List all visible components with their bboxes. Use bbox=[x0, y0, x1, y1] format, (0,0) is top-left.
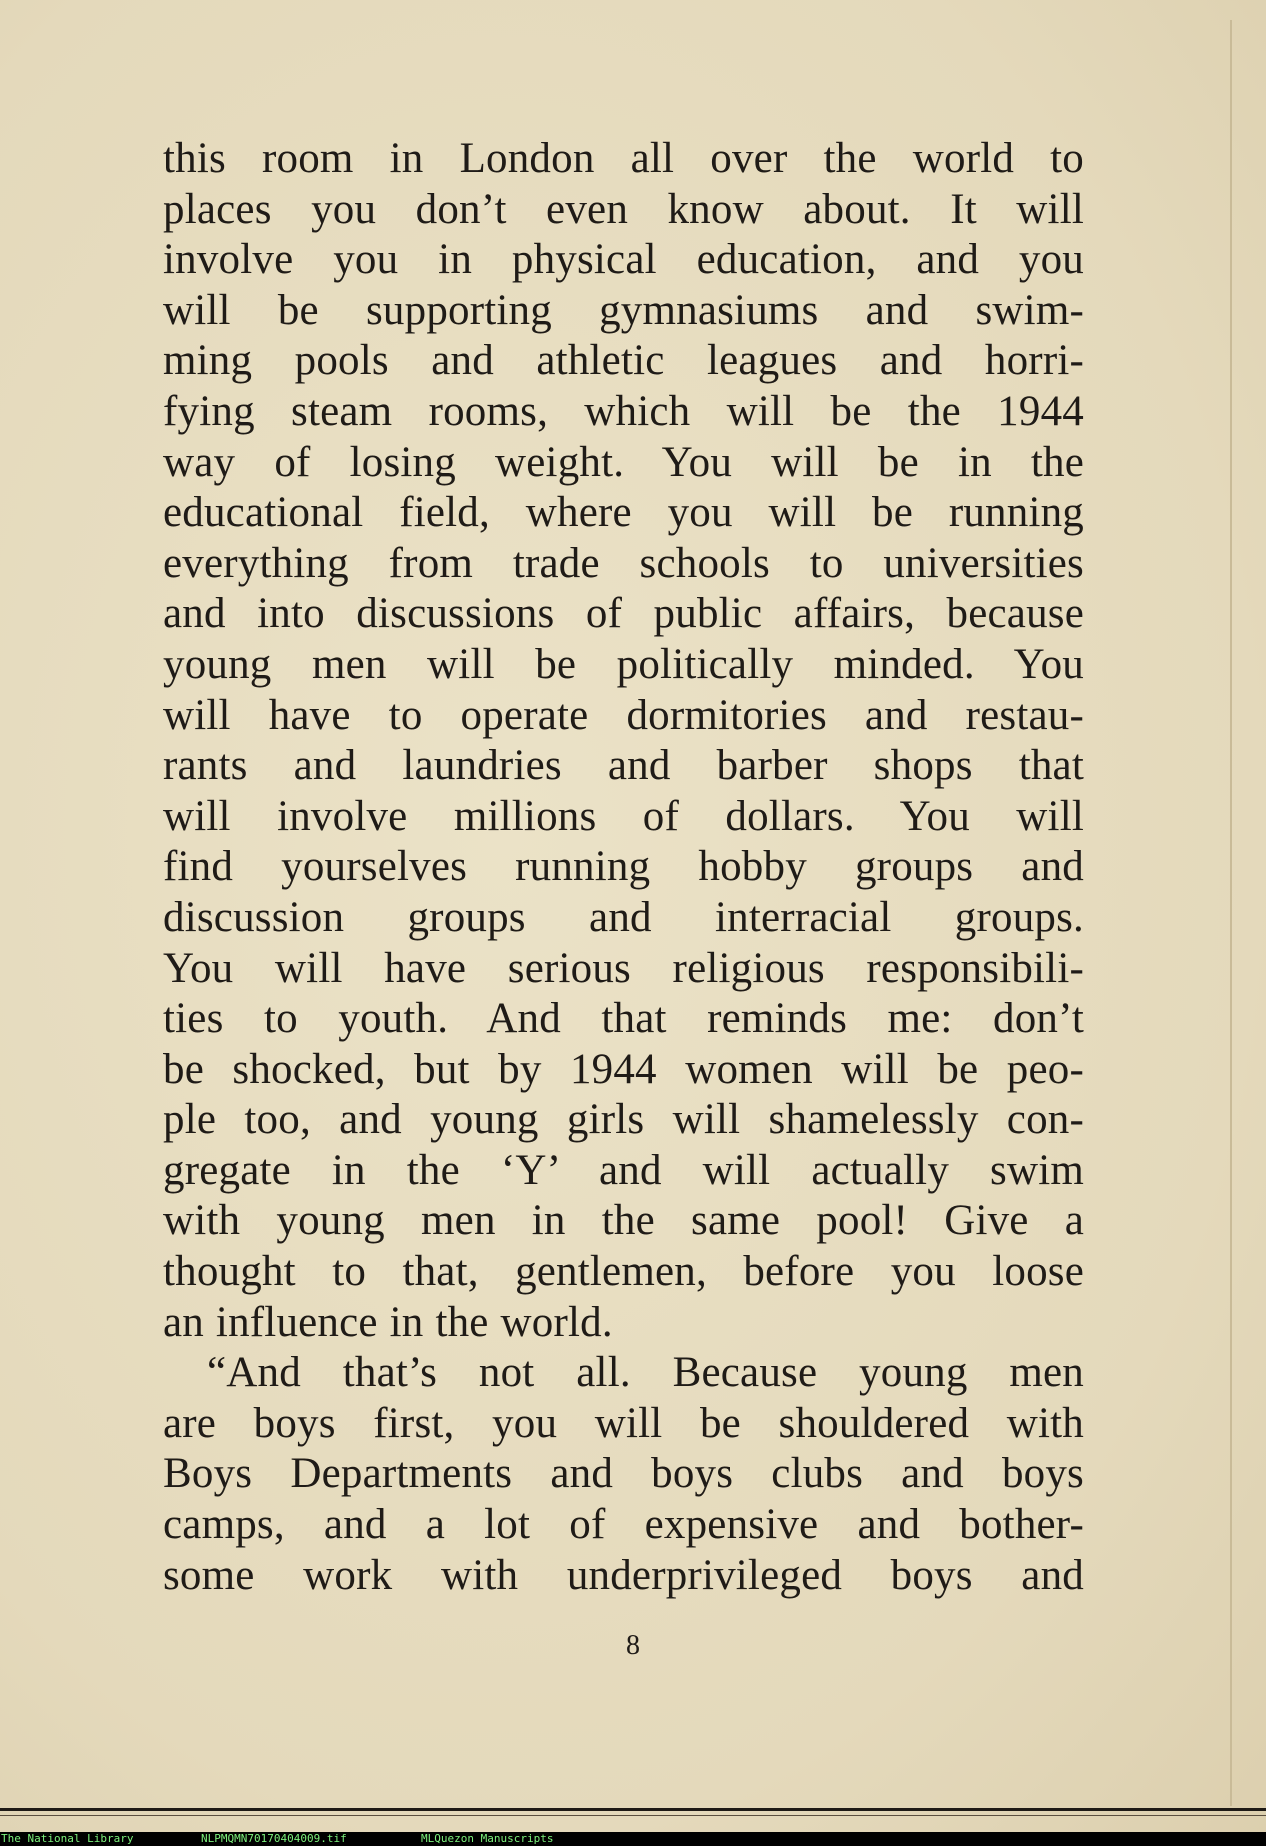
text-line: You will have serious religious responsibili- bbox=[163, 944, 1084, 992]
footer-filename: NLPMQMN70170404009.tif bbox=[201, 1832, 347, 1845]
text-line: ple too, and young girls will shamelessly con- bbox=[163, 1096, 1084, 1144]
text-line: find yourselves running hobby groups and bbox=[163, 843, 1084, 891]
binding-edge bbox=[1230, 20, 1232, 1806]
page-number: 8 bbox=[626, 1630, 640, 1661]
text-line: be shocked, but by 1944 women will be peo- bbox=[163, 1045, 1084, 1093]
bottom-rule bbox=[0, 1808, 1266, 1811]
footer-library: The National Library bbox=[1, 1832, 134, 1845]
text-line: will be supporting gymnasiums and swim- bbox=[163, 286, 1084, 334]
text-line: camps, and a lot of expensive and bother- bbox=[163, 1501, 1084, 1549]
text-line: this room in London all over the world to bbox=[163, 135, 1084, 182]
text-line: everything from trade schools to universities bbox=[163, 539, 1084, 587]
text-line: gregate in the ‘Y’ and will actually swim bbox=[163, 1146, 1084, 1194]
text-line: thought to that, gentlemen, before you loose bbox=[163, 1248, 1084, 1296]
text-line: “And that’s not all. Because young men bbox=[207, 1349, 1084, 1397]
scan-footer bbox=[0, 1832, 1266, 1846]
text-line: will involve millions of dollars. You will bbox=[163, 792, 1084, 840]
text-line: way of losing weight. You will be in the bbox=[163, 438, 1084, 486]
bottom-rule-thin bbox=[0, 1815, 1266, 1816]
paragraph bbox=[163, 134, 1084, 1348]
text-line: young men will be politically minded. You bbox=[163, 640, 1084, 688]
text-line: places you don’t even know about. It will bbox=[163, 185, 1084, 233]
text-line: an influence in the world. bbox=[163, 1298, 613, 1346]
text-line: will have to operate dormitories and restau- bbox=[163, 691, 1084, 739]
text-line: ming pools and athletic leagues and horri- bbox=[163, 337, 1084, 385]
text-line: discussion groups and interracial groups. bbox=[163, 893, 1084, 941]
body-text bbox=[163, 134, 1084, 1601]
text-line: involve you in physical education, and you bbox=[163, 236, 1084, 284]
text-line: are boys first, you will be shouldered with bbox=[163, 1399, 1084, 1447]
text-line: fying steam rooms, which will be the 1944 bbox=[163, 387, 1084, 435]
footer-collection: MLQuezon Manuscripts bbox=[421, 1832, 554, 1845]
text-line: ties to youth. And that reminds me: don’t bbox=[163, 995, 1084, 1043]
paragraph bbox=[163, 1348, 1084, 1601]
text-line: Boys Departments and boys clubs and boys bbox=[163, 1450, 1084, 1498]
text-line: and into discussions of public affairs, because bbox=[163, 590, 1084, 638]
text-line: rants and laundries and barber shops that bbox=[163, 742, 1084, 790]
text-line: with young men in the same pool! Give a bbox=[163, 1197, 1084, 1245]
text-line: some work with underprivileged boys and bbox=[163, 1551, 1084, 1599]
text-line: educational field, where you will be running bbox=[163, 489, 1084, 537]
